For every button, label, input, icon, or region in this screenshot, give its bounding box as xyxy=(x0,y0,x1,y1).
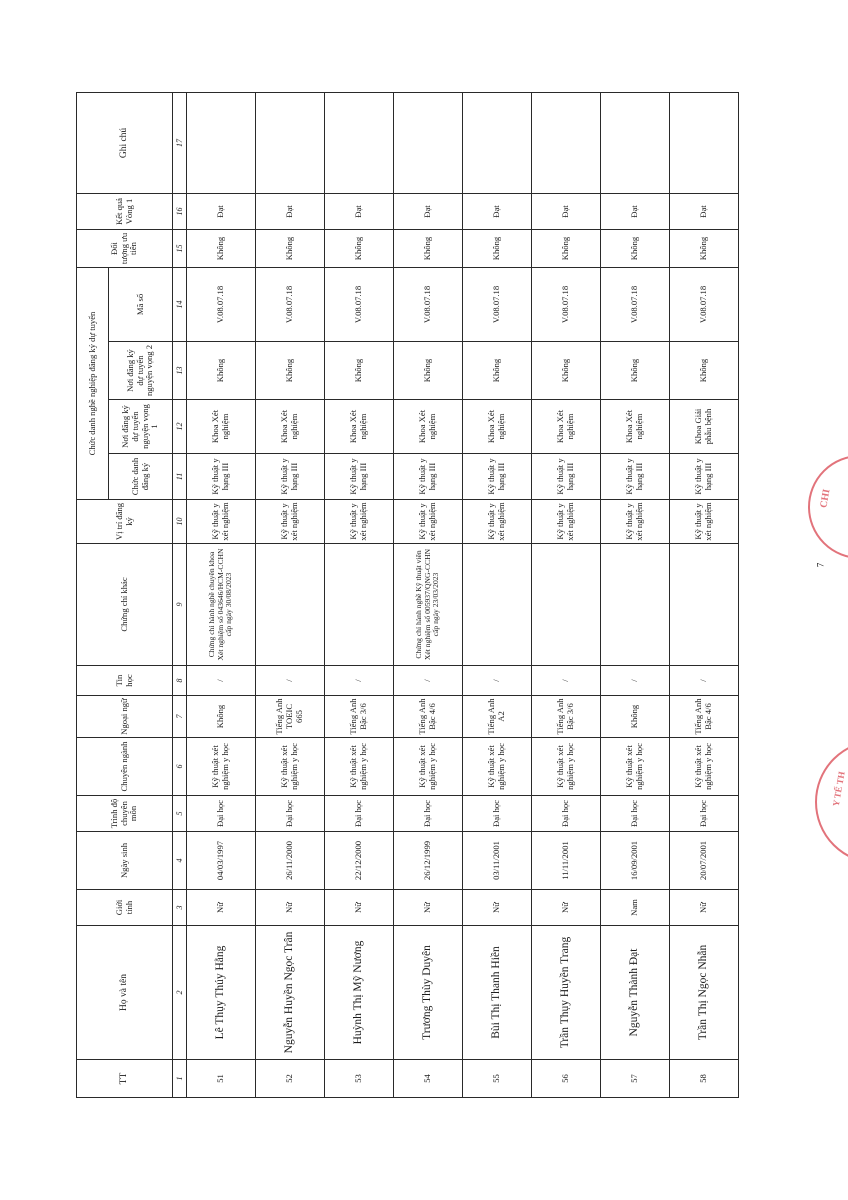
cell-major: Kỹ thuật xét nghiệm y học xyxy=(394,738,463,796)
cell-title: Kỹ thuật y hạng III xyxy=(463,454,532,500)
cell-place1: Khoa Xét nghiệm xyxy=(256,400,325,454)
cell-level: Đại học xyxy=(187,796,256,832)
cell-priority: Không xyxy=(601,230,670,268)
cell-tt: 58 xyxy=(670,1060,739,1098)
table-body xyxy=(187,93,739,1098)
cell-title: Kỹ thuật y hạng III xyxy=(670,454,739,500)
column-number: 15 xyxy=(173,230,187,268)
cell-code: V.08.07.18 xyxy=(532,268,601,342)
cell-language: Không xyxy=(187,696,256,738)
cell-place1: Khoa Xét nghiệm xyxy=(187,400,256,454)
cell-major: Kỹ thuật xét nghiệm y học xyxy=(256,738,325,796)
cell-dob: 16/09/2001 xyxy=(601,832,670,890)
cell-tt: 51 xyxy=(187,1060,256,1098)
cell-level: Đại học xyxy=(463,796,532,832)
header-gender: Giới tính xyxy=(77,890,173,926)
cell-place2: Không xyxy=(256,342,325,400)
cell-level: Đại học xyxy=(670,796,739,832)
cell-result: Đạt xyxy=(394,194,463,230)
column-number: 10 xyxy=(173,500,187,544)
cell-cert: Chứng chỉ hành nghề Kỹ thuật viên Xét nghiệm số 005937/QNG-CCHN cấp ngày 23/03/2023 xyxy=(394,544,463,666)
cell-name: Nguyễn Thành Đạt xyxy=(601,926,670,1060)
seal-stamp-bottom xyxy=(815,740,848,864)
cell-major: Kỹ thuật xét nghiệm y học xyxy=(532,738,601,796)
table-row xyxy=(670,93,739,1098)
cell-place1: Khoa Giải phẫu bệnh xyxy=(670,400,739,454)
header-language: Ngoại ngữ xyxy=(77,696,173,738)
table-row xyxy=(325,93,394,1098)
cell-code: V.08.07.18 xyxy=(187,268,256,342)
cell-dob: 11/11/2001 xyxy=(532,832,601,890)
cell-result: Đạt xyxy=(325,194,394,230)
cell-it: / xyxy=(601,666,670,696)
cell-position: Kỹ thuật y xét nghiệm xyxy=(670,500,739,544)
column-number: 7 xyxy=(173,696,187,738)
rotated-table-container xyxy=(76,93,744,1098)
header-it: Tin học xyxy=(77,666,173,696)
cell-note xyxy=(532,93,601,194)
cell-language: Tiếng Anh Bậc 4/6 xyxy=(394,696,463,738)
cell-cert xyxy=(463,544,532,666)
cell-level: Đại học xyxy=(394,796,463,832)
cell-position: Kỹ thuật y xét nghiệm xyxy=(256,500,325,544)
cell-result: Đạt xyxy=(187,194,256,230)
cell-title: Kỹ thuật y hạng III xyxy=(601,454,670,500)
cell-position: Kỹ thuật y xét nghiệm xyxy=(325,500,394,544)
cell-gender: Nữ xyxy=(256,890,325,926)
header-dob: Ngày sinh xyxy=(77,832,173,890)
table-row xyxy=(187,93,256,1098)
cell-cert xyxy=(532,544,601,666)
cell-gender: Nữ xyxy=(532,890,601,926)
cell-name: Huỳnh Thị Mỹ Nương xyxy=(325,926,394,1060)
cell-language: Tiếng Anh Bậc 3/6 xyxy=(325,696,394,738)
cell-priority: Không xyxy=(670,230,739,268)
cell-result: Đạt xyxy=(601,194,670,230)
cell-name: Lê Thụy Thúy Hằng xyxy=(187,926,256,1060)
header-code: Mã số xyxy=(109,268,173,342)
table-row xyxy=(601,93,670,1098)
cell-result: Đạt xyxy=(256,194,325,230)
column-number: 14 xyxy=(173,268,187,342)
cell-major: Kỹ thuật xét nghiệm y học xyxy=(601,738,670,796)
cell-level: Đại học xyxy=(601,796,670,832)
cell-title: Kỹ thuật y hạng III xyxy=(394,454,463,500)
table-row xyxy=(256,93,325,1098)
candidate-table xyxy=(76,92,739,1098)
cell-cert xyxy=(670,544,739,666)
table-row xyxy=(394,93,463,1098)
cell-it: / xyxy=(463,666,532,696)
header-title: Chức danh đăng ký xyxy=(109,454,173,500)
cell-dob: 03/11/2001 xyxy=(463,832,532,890)
cell-code: V.08.07.18 xyxy=(463,268,532,342)
cell-priority: Không xyxy=(532,230,601,268)
cell-dob: 26/12/1999 xyxy=(394,832,463,890)
cell-place2: Không xyxy=(394,342,463,400)
header-major: Chuyên ngành xyxy=(77,738,173,796)
page-number: 7 xyxy=(815,562,826,568)
cell-it: / xyxy=(256,666,325,696)
cell-note xyxy=(256,93,325,194)
cell-name: Bùi Thị Thanh Hiền xyxy=(463,926,532,1060)
cell-cert xyxy=(325,544,394,666)
cell-dob: 20/07/2001 xyxy=(670,832,739,890)
cell-code: V.08.07.18 xyxy=(394,268,463,342)
header-tt: TT xyxy=(77,1060,173,1098)
cell-place2: Không xyxy=(325,342,394,400)
cell-level: Đại học xyxy=(256,796,325,832)
column-number: 9 xyxy=(173,544,187,666)
cell-note xyxy=(601,93,670,194)
cell-it: / xyxy=(325,666,394,696)
cell-major: Kỹ thuật xét nghiệm y học xyxy=(670,738,739,796)
cell-place1: Khoa Xét nghiệm xyxy=(463,400,532,454)
cell-title: Kỹ thuật y hạng III xyxy=(325,454,394,500)
header-priority: Đối tượng ưu tiên xyxy=(77,230,173,268)
column-number: 6 xyxy=(173,738,187,796)
column-number: 12 xyxy=(173,400,187,454)
cell-place1: Khoa Xét nghiệm xyxy=(532,400,601,454)
cell-position: Kỹ thuật y xét nghiệm xyxy=(187,500,256,544)
header-other-cert: Chứng chỉ khác xyxy=(77,544,173,666)
cell-code: V.08.07.18 xyxy=(601,268,670,342)
cell-level: Đại học xyxy=(325,796,394,832)
cell-position: Kỹ thuật y xét nghiệm xyxy=(532,500,601,544)
cell-tt: 53 xyxy=(325,1060,394,1098)
cell-place2: Không xyxy=(670,342,739,400)
cell-position: Kỹ thuật y xét nghiệm xyxy=(601,500,670,544)
cell-priority: Không xyxy=(187,230,256,268)
cell-place2: Không xyxy=(463,342,532,400)
cell-priority: Không xyxy=(256,230,325,268)
cell-title: Kỹ thuật y hạng III xyxy=(532,454,601,500)
cell-priority: Không xyxy=(325,230,394,268)
seal-stamp-top xyxy=(808,455,848,559)
cell-place2: Không xyxy=(187,342,256,400)
cell-language: Tiếng Anh Bậc 3/6 xyxy=(532,696,601,738)
cell-title: Kỹ thuật y hạng III xyxy=(256,454,325,500)
column-number: 3 xyxy=(173,890,187,926)
cell-dob: 26/11/2000 xyxy=(256,832,325,890)
header-name: Họ và tên xyxy=(77,926,173,1060)
cell-note xyxy=(187,93,256,194)
cell-name: Nguyễn Huyền Ngọc Trân xyxy=(256,926,325,1060)
cell-tt: 54 xyxy=(394,1060,463,1098)
cell-name: Trần Thị Ngọc Nhẫn xyxy=(670,926,739,1060)
cell-it: / xyxy=(670,666,739,696)
cell-title: Kỹ thuật y hạng III xyxy=(187,454,256,500)
cell-major: Kỹ thuật xét nghiệm y học xyxy=(187,738,256,796)
cell-language: Không xyxy=(601,696,670,738)
cell-major: Kỹ thuật xét nghiệm y học xyxy=(325,738,394,796)
cell-gender: Nữ xyxy=(325,890,394,926)
cell-note xyxy=(325,93,394,194)
column-number: 2 xyxy=(173,926,187,1060)
column-number: 11 xyxy=(173,454,187,500)
cell-code: V.08.07.18 xyxy=(325,268,394,342)
cell-code: V.08.07.18 xyxy=(670,268,739,342)
cell-dob: 04/03/1997 xyxy=(187,832,256,890)
column-number: 5 xyxy=(173,796,187,832)
header-result: Kết quả Vòng 1 xyxy=(77,194,173,230)
stamp-text-2: Y TẾ TH xyxy=(830,770,847,808)
cell-result: Đạt xyxy=(532,194,601,230)
cell-language: Tiếng Anh A2 xyxy=(463,696,532,738)
column-number: 1 xyxy=(173,1060,187,1098)
cell-tt: 56 xyxy=(532,1060,601,1098)
header-group: Chức danh nghề nghiệp đăng ký dự tuyển xyxy=(77,268,109,500)
cell-gender: Nữ xyxy=(463,890,532,926)
header-level: Trình độ chuyên môn xyxy=(77,796,173,832)
cell-priority: Không xyxy=(394,230,463,268)
header-note: Ghi chú xyxy=(77,93,173,194)
cell-place1: Khoa Xét nghiệm xyxy=(325,400,394,454)
column-number: 8 xyxy=(173,666,187,696)
cell-note xyxy=(394,93,463,194)
cell-gender: Nữ xyxy=(187,890,256,926)
cell-name: Trương Thùy Duyên xyxy=(394,926,463,1060)
column-number: 13 xyxy=(173,342,187,400)
column-number-row xyxy=(173,93,187,1098)
cell-position: Kỹ thuật y xét nghiệm xyxy=(463,500,532,544)
cell-result: Đạt xyxy=(670,194,739,230)
cell-tt: 57 xyxy=(601,1060,670,1098)
cell-priority: Không xyxy=(463,230,532,268)
cell-note xyxy=(463,93,532,194)
stamp-text: CHI xyxy=(818,488,833,509)
cell-dob: 22/12/2000 xyxy=(325,832,394,890)
cell-result: Đạt xyxy=(463,194,532,230)
cell-gender: Nữ xyxy=(670,890,739,926)
cell-cert: Chứng chỉ hành nghề chuyên khoa Xét nghiệm số 043646/HCM-CCHN cấp ngày 30/08/2023 xyxy=(187,544,256,666)
cell-cert xyxy=(256,544,325,666)
header-position: Vị trí đăng ký xyxy=(77,500,173,544)
cell-it: / xyxy=(394,666,463,696)
cell-gender: Nam xyxy=(601,890,670,926)
header-place2: Nơi đăng ký dự tuyển nguyện vọng 2 xyxy=(109,342,173,400)
cell-code: V.08.07.18 xyxy=(256,268,325,342)
header-place1: Nơi đăng ký dự tuyển nguyện vọng 1 xyxy=(109,400,173,454)
column-number: 17 xyxy=(173,93,187,194)
cell-note xyxy=(670,93,739,194)
cell-language: Tiếng Anh TOEIC 665 xyxy=(256,696,325,738)
cell-name: Trần Thụy Huyền Trang xyxy=(532,926,601,1060)
column-number: 4 xyxy=(173,832,187,890)
cell-gender: Nữ xyxy=(394,890,463,926)
cell-tt: 55 xyxy=(463,1060,532,1098)
cell-position: Kỹ thuật y xét nghiệm xyxy=(394,500,463,544)
cell-major: Kỹ thuật xét nghiệm y học xyxy=(463,738,532,796)
table-header xyxy=(77,93,187,1098)
cell-cert xyxy=(601,544,670,666)
cell-it: / xyxy=(187,666,256,696)
cell-it: / xyxy=(532,666,601,696)
cell-tt: 52 xyxy=(256,1060,325,1098)
table-row xyxy=(532,93,601,1098)
cell-place1: Khoa Xét nghiệm xyxy=(394,400,463,454)
cell-level: Đại học xyxy=(532,796,601,832)
cell-place2: Không xyxy=(601,342,670,400)
table-row xyxy=(463,93,532,1098)
column-number: 16 xyxy=(173,194,187,230)
cell-language: Tiếng Anh Bậc 4/6 xyxy=(670,696,739,738)
cell-place1: Khoa Xét nghiệm xyxy=(601,400,670,454)
cell-place2: Không xyxy=(532,342,601,400)
